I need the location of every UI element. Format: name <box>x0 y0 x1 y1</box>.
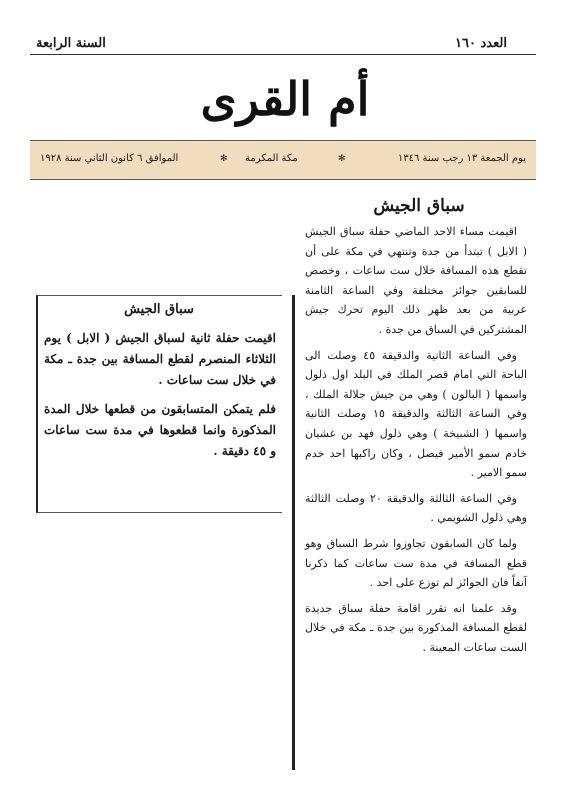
city-name: مكة المكرمة <box>245 153 298 164</box>
date-band <box>30 140 536 180</box>
divider-ornament: ✻ <box>338 154 346 164</box>
header-rule <box>30 54 536 55</box>
article-title: سباق الجيش <box>373 196 465 216</box>
article-body <box>305 222 527 663</box>
article-paragraph: اقيمت حفلة ثانية لسباق الجيش ( الابل ) يوم الثلاثاء المنصرم لقطع المسافة بين جدة ـ مكة في خلال ست ساعات . <box>44 331 276 387</box>
column-rule <box>292 295 295 770</box>
article-paragraph: اقيمت مساء الاحد الماضي حفلة سباق الجيش ( الابل ) تبتدأ من جدة وتنتهي في مكة على أن تقطع هذه المسافة خلال ست ساعات ، وخصص للسابقين جوائز مختلفة وفي الساعة الثامنة عربية من بعد ظهر ذلك اليوم تحرك جيش المشتركين في السباق من جدة . <box>305 225 527 336</box>
article-paragraph: ولما كان السابقون تجاوزوا شرط السباق وهو قطع المسافة في مدة ست ساعات كما ذكرنا آنفاً فان الجوائز لم توزع على احد . <box>305 536 527 590</box>
masthead-title: أم القرى <box>200 72 370 126</box>
volume-year: السنة الرابعة <box>36 36 106 51</box>
boxed-article-title: سباق الجيش <box>124 302 194 317</box>
article-paragraph: وفي الساعة الثالثة والدقيقة ٢٠ وصلت الثالثة وهي ذلول الشويمي . <box>305 491 527 525</box>
boxed-article-body <box>44 328 276 470</box>
hijri-date: يوم الجمعة ١٣ رجب سنة ١٣٤٦ <box>397 153 526 164</box>
issue-number: العدد ١٦٠ <box>455 36 507 51</box>
divider-ornament: ✻ <box>220 154 228 164</box>
article-paragraph: وقد علمنا انه تقرر اقامة حفلة سباق جديدة لقطع المسافة المذكورة بين جدة ـ مكة في خلال الست ساعات المعينة . <box>305 601 527 654</box>
article-paragraph: وفي الساعة الثانية والدقيقة ٤٥ وصلت الى الباحة التي امام قصر الملك في البلد اول ذلول واسمها ( البالون ) وهي من جيش جلالة الملك ، وفي الساعة الثالثة والدقيقة ١٥ وصلت الثانية واسمها ( الشبيخة ) وهي ذلول فهد بن غشيان خادم سمو الأمير فيصل ، وكان راكبها احد خدم سمو الامير . <box>305 348 527 480</box>
article-paragraph: فلم يتمكن المتسابقون من قطعها خلال المدة المذكورة وانما قطعوها في مدة ست ساعات و ٤٥ دقيقة . <box>44 402 276 458</box>
gregorian-date: الموافق ٦ كانون الثاني سنة ١٩٢٨ <box>40 153 179 164</box>
